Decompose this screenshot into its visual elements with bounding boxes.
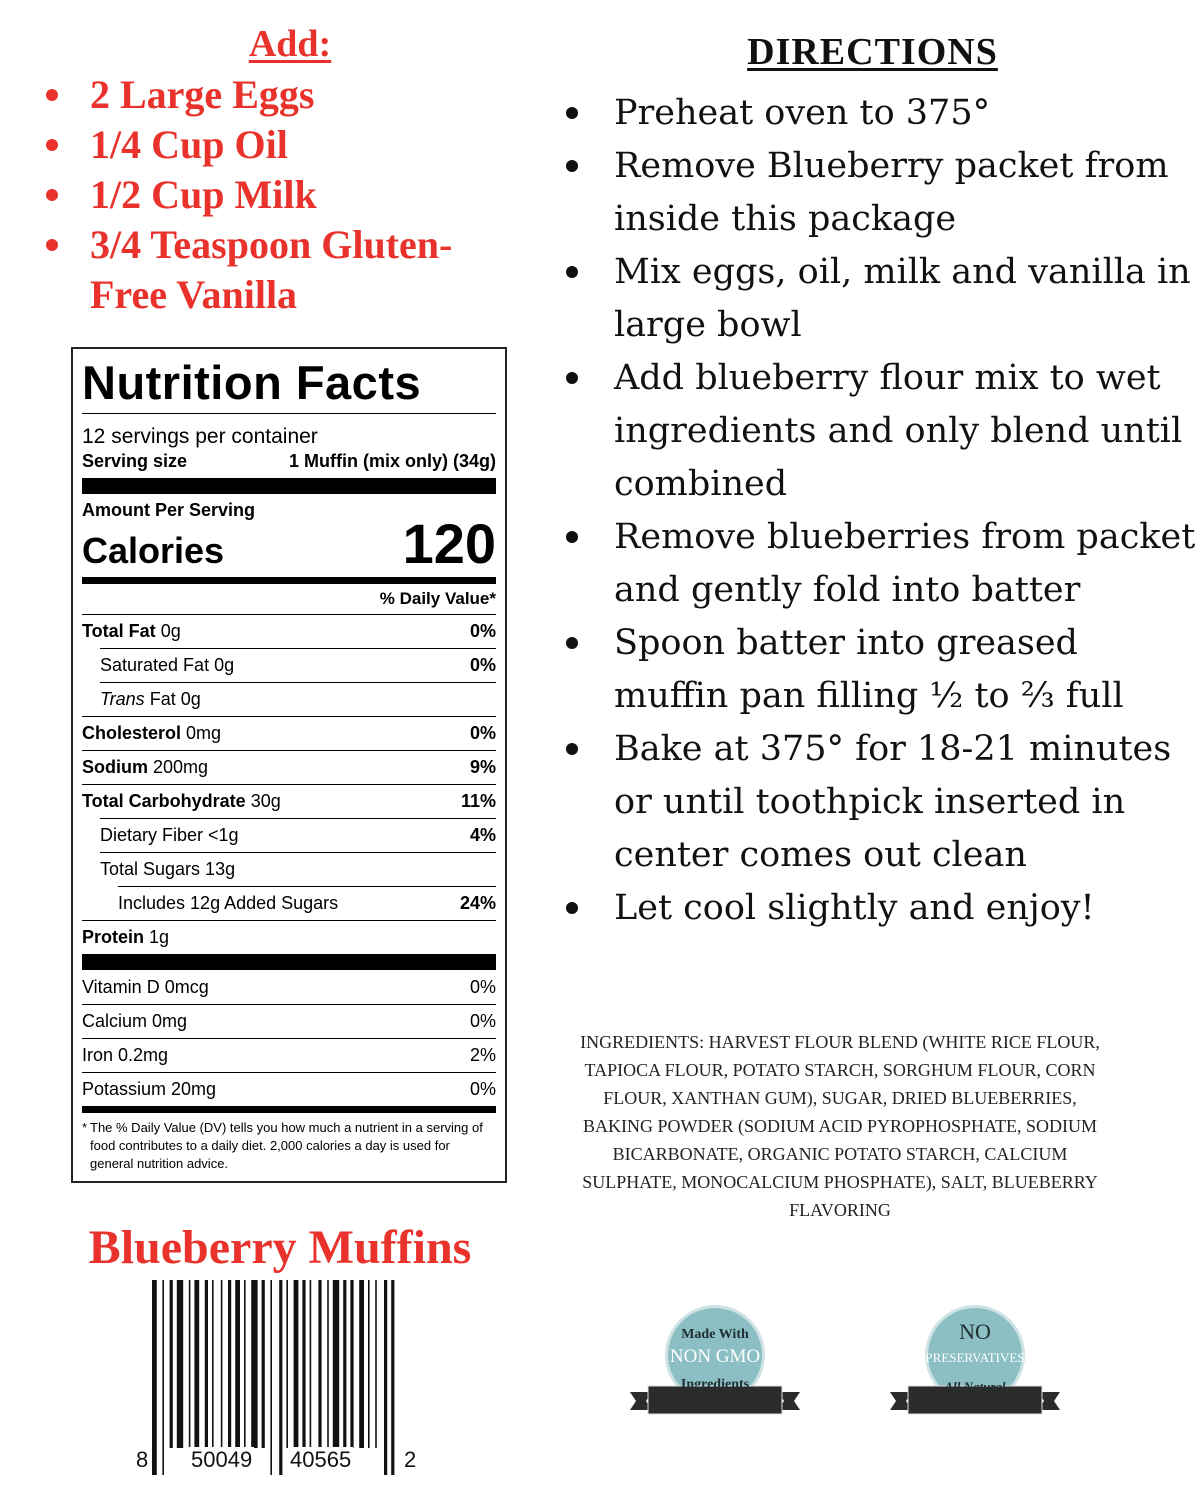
barcode-bar	[244, 1280, 246, 1448]
barcode-bar	[251, 1280, 257, 1448]
barcode	[130, 1280, 430, 1480]
direction-step: Remove blueberries from packet and gently fold into batter	[560, 511, 1200, 617]
servings-per-container: 12 servings per container	[82, 425, 318, 448]
badge-band-text: NON GMO	[669, 1346, 761, 1367]
barcode-bar	[333, 1280, 339, 1448]
serving-size-row	[82, 450, 496, 472]
nutrition-facts-panel	[71, 347, 507, 1183]
barcode-bar	[350, 1280, 353, 1448]
add-title: Add:	[248, 23, 332, 65]
daily-value-header: % Daily Value*	[379, 589, 496, 608]
badge-bottom-text: Ingredients	[680, 1377, 750, 1392]
vitamin-row	[82, 1004, 496, 1038]
direction-step: Spoon batter into greased muffin pan filling ½ to ⅔ full	[560, 617, 1200, 723]
no-preservatives-badge	[890, 1305, 1060, 1425]
nutrient-label: Fat 0g	[149, 689, 201, 709]
nutrient-dv: 0%	[469, 621, 496, 641]
directions-list	[560, 87, 1200, 935]
barcode-bar	[152, 1280, 157, 1475]
barcode-bar	[318, 1280, 321, 1448]
nutrient-row	[100, 818, 496, 852]
barcode-bar	[228, 1280, 231, 1448]
nutrient-dv: 0%	[469, 655, 496, 675]
nutrition-title: Nutrition Facts	[82, 356, 422, 409]
divider-thick	[82, 954, 496, 970]
divider-medium	[82, 1106, 496, 1113]
vitamin-label: Calcium 0mg	[82, 1011, 188, 1031]
barcode-bar	[205, 1280, 208, 1448]
barcode-bar	[177, 1280, 183, 1448]
vitamin-row	[82, 970, 496, 1004]
direction-step: Bake at 375° for 18-21 minutes or until toothpick inserted in center comes out clean	[560, 723, 1200, 882]
barcode-bar	[343, 1280, 346, 1448]
direction-step: Remove Blueberry packet from inside this package	[560, 140, 1200, 246]
add-item: 2 Large Eggs	[40, 70, 520, 120]
nutrient-label-italic: Trans	[100, 689, 145, 709]
amount-per-serving: Amount Per Serving	[82, 500, 256, 520]
barcode-bar	[368, 1280, 370, 1448]
serving-size-label: Serving size	[82, 451, 188, 471]
nutrient-row	[118, 886, 496, 920]
nutrient-dv: 4%	[469, 825, 496, 845]
barcode-bar	[391, 1280, 394, 1475]
nutrient-dv: 9%	[469, 757, 496, 777]
nutrient-amount: 0mg	[186, 723, 222, 743]
direction-step: Preheat oven to 375°	[560, 87, 1200, 140]
barcode-bar	[310, 1280, 312, 1448]
nutrient-label: Total Fat	[82, 621, 156, 641]
barcode-bar	[286, 1280, 288, 1448]
barcode-bar	[302, 1280, 305, 1448]
add-list	[40, 70, 520, 320]
badge-top-text: NO	[959, 1319, 991, 1344]
vitamin-row	[82, 1038, 496, 1072]
barcode-bar	[375, 1280, 377, 1448]
nutrient-label: Total Carbohydrate	[82, 791, 246, 811]
nutrient-amount: 200mg	[153, 757, 209, 777]
vitamin-dv: 0%	[469, 1079, 496, 1099]
calories-value: 120	[402, 512, 496, 575]
nutrient-row	[82, 750, 496, 784]
nutrient-row	[100, 682, 496, 716]
footnote-mark: *	[82, 1120, 88, 1135]
vitamin-dv: 0%	[469, 1011, 496, 1031]
ingredients-text: INGREDIENTS: HARVEST FLOUR BLEND (WHITE RICE FLOUR, TAPIOCA FLOUR, POTATO STARCH, SORGHUM FLOUR, CORN FLOUR, XANTHAN GUM), SUGAR, DRIED BLUEBERRIES, BAKING POWDER (SODIUM ACID PYROPHOSPHATE, SODIUM BICARBONATE, ORGANIC POTATO STARCH, CALCIUM SULPHATE, MONOCALCIUM PHOSPHATE), SALT, BLUEBERRY FLAVORING	[580, 1032, 1100, 1220]
nutrient-row	[82, 614, 496, 648]
direction-step: Let cool slightly and enjoy!	[560, 882, 1200, 935]
vitamin-label: Vitamin D 0mcg	[82, 976, 209, 997]
product-name: Blueberry Muffins	[88, 1221, 472, 1274]
barcode-bar	[235, 1280, 240, 1448]
non-gmo-badge	[630, 1305, 800, 1425]
nutrient-dv: 11%	[460, 791, 496, 811]
nutrient-label: Dietary Fiber <1g	[100, 825, 239, 845]
directions-title: DIRECTIONS	[747, 31, 998, 73]
barcode-bar	[194, 1280, 199, 1448]
barcode-bar	[384, 1280, 387, 1475]
nutrient-row	[82, 784, 496, 818]
nutrient-row	[100, 852, 496, 886]
barcode-bar	[279, 1280, 282, 1475]
add-item: 1/4 Cup Oil	[40, 120, 520, 170]
nutrient-row	[82, 920, 496, 954]
vitamin-label: Potassium 20mg	[82, 1079, 217, 1099]
barcode-bar	[170, 1280, 173, 1448]
badge-top-text: Made With	[681, 1327, 749, 1342]
footnote-text: The % Daily Value (DV) tells you how much a nutrient in a serving of food contributes to a daily diet. 2,000 calories a day is used for general nutrition advice.	[90, 1120, 483, 1171]
calories-label: Calories	[82, 530, 225, 571]
barcode-bar	[294, 1280, 299, 1448]
barcode-bar	[262, 1280, 265, 1448]
divider-thick	[82, 478, 496, 494]
divider-medium	[82, 577, 496, 584]
nutrient-label: Total Sugars 13g	[100, 859, 236, 879]
badge-band-text: PRESERVATIVES	[925, 1350, 1025, 1365]
barcode-digit-group: 40565	[290, 1447, 352, 1472]
nutrient-amount: 30g	[250, 791, 281, 811]
barcode-bar	[212, 1280, 214, 1448]
nutrient-label: Sodium	[82, 757, 148, 777]
vitamin-dv: 2%	[469, 1045, 496, 1065]
barcode-digit-group: 2	[404, 1447, 417, 1472]
nutrient-amount: 0g	[160, 621, 181, 641]
barcode-bar	[162, 1280, 164, 1475]
barcode-bar	[359, 1280, 364, 1448]
nutrient-dv: 24%	[459, 893, 496, 913]
vitamin-row	[82, 1072, 496, 1106]
nutrient-label: Saturated Fat 0g	[100, 655, 235, 675]
nutrition-footnote	[82, 1113, 496, 1173]
barcode-bar	[270, 1280, 272, 1475]
nutrient-label: Includes 12g Added Sugars	[118, 893, 339, 913]
vitamin-dv: 0%	[469, 976, 496, 997]
nutrient-dv: 0%	[469, 723, 496, 743]
vitamin-label: Iron 0.2mg	[82, 1045, 169, 1065]
add-item: 1/2 Cup Milk	[40, 170, 520, 220]
add-item: 3/4 Teaspoon Gluten-Free Vanilla	[40, 220, 480, 320]
barcode-bar	[327, 1280, 329, 1448]
barcode-digit-group: 50049	[191, 1447, 253, 1472]
badge-bottom-text: All Natural	[944, 1379, 1006, 1394]
serving-size-value: 1 Muffin (mix only) (34g)	[289, 451, 496, 471]
direction-step: Add blueberry flour mix to wet ingredients and only blend until combined	[560, 352, 1200, 511]
calories-row	[82, 512, 496, 575]
barcode-digit-group: 8	[136, 1447, 149, 1472]
direction-step: Mix eggs, oil, milk and vanilla in large bowl	[560, 246, 1200, 352]
nutrient-row	[100, 648, 496, 682]
barcode-bar	[221, 1280, 223, 1448]
barcode-bar	[189, 1280, 191, 1448]
nutrient-label: Protein	[82, 927, 145, 947]
nutrient-amount: 1g	[149, 927, 170, 947]
divider	[82, 413, 496, 414]
nutrient-label: Cholesterol	[82, 723, 182, 743]
nutrient-row	[82, 716, 496, 750]
